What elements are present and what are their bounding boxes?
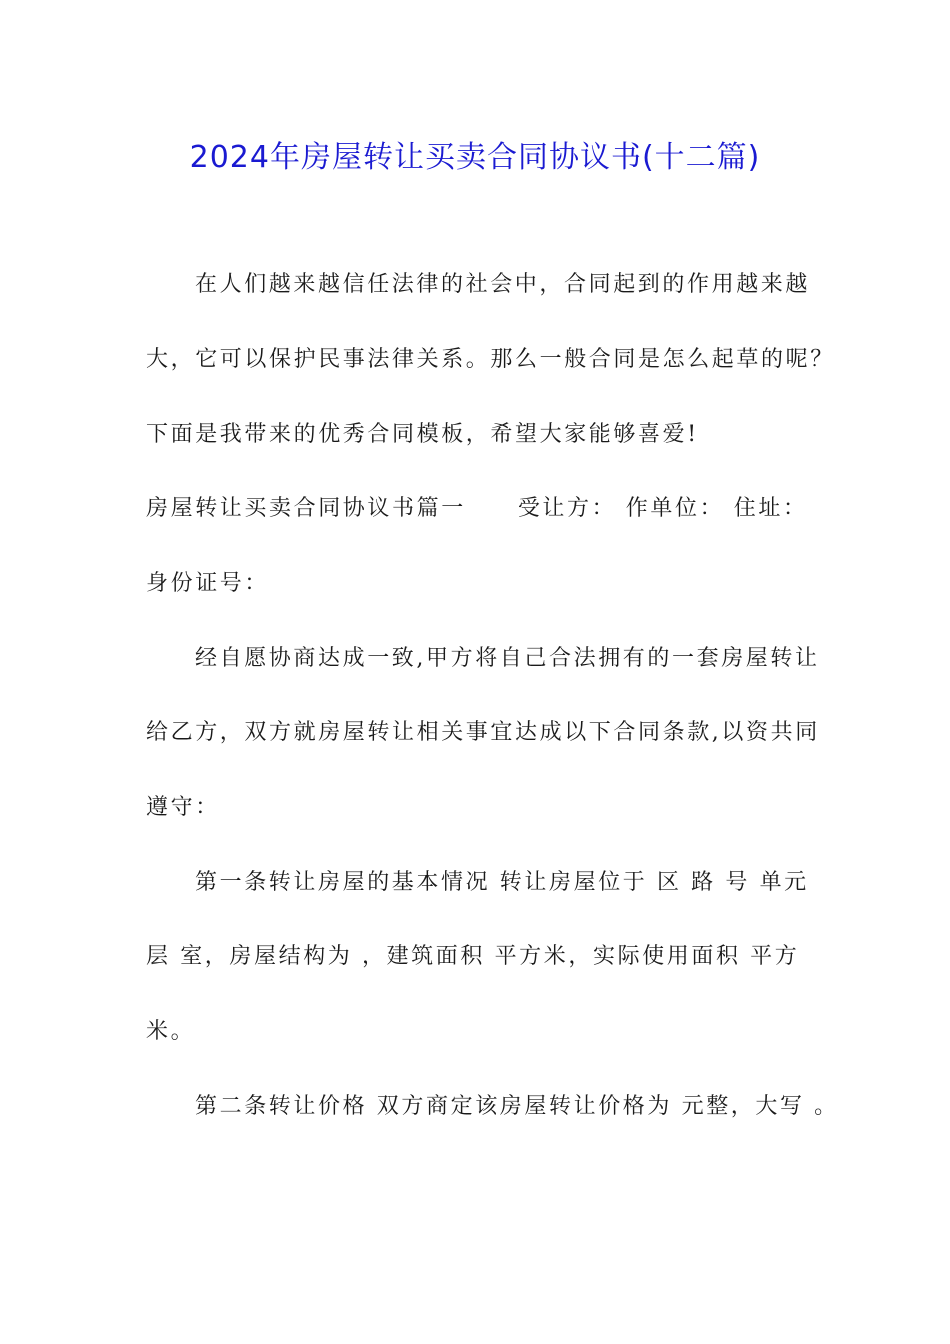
clause-line: 米。 xyxy=(146,1019,196,1044)
paragraph-line: 经自愿协商达成一致,甲方将自己合法拥有的一套房屋转让 xyxy=(195,646,820,671)
paragraph-line: 给乙方，双方就房屋转让相关事宜达成以下合同条款,以资共同 xyxy=(146,720,820,745)
paragraph-line: 大，它可以保护民事法律关系。那么一般合同是怎么起草的呢？ xyxy=(146,347,835,372)
clause-line: 第二条转让价格 双方商定该房屋转让价格为 元整，大写 。 xyxy=(195,1094,839,1119)
clause-line: 层 室，房屋结构为 ，建筑面积 平方米，实际使用面积 平方 xyxy=(146,944,800,969)
paragraph-line: 在人们越来越信任法律的社会中，合同起到的作用越来越 xyxy=(195,272,811,297)
paragraph-line: 遵守： xyxy=(146,795,220,820)
paragraph-line: 身份证号： xyxy=(146,571,270,596)
document-title: 2024年房屋转让买卖合同协议书(十二篇) xyxy=(189,140,761,175)
section-heading-line xyxy=(146,494,808,524)
section-heading: 房屋转让买卖合同协议书篇一 xyxy=(146,496,466,521)
clause-line: 第一条转让房屋的基本情况 转让房屋位于 区 路 号 单元 xyxy=(195,870,809,895)
party-fields: 受让方： 作单位： 住址： xyxy=(517,496,808,521)
paragraph-line: 下面是我带来的优秀合同模板，希望大家能够喜爱! xyxy=(146,422,699,447)
